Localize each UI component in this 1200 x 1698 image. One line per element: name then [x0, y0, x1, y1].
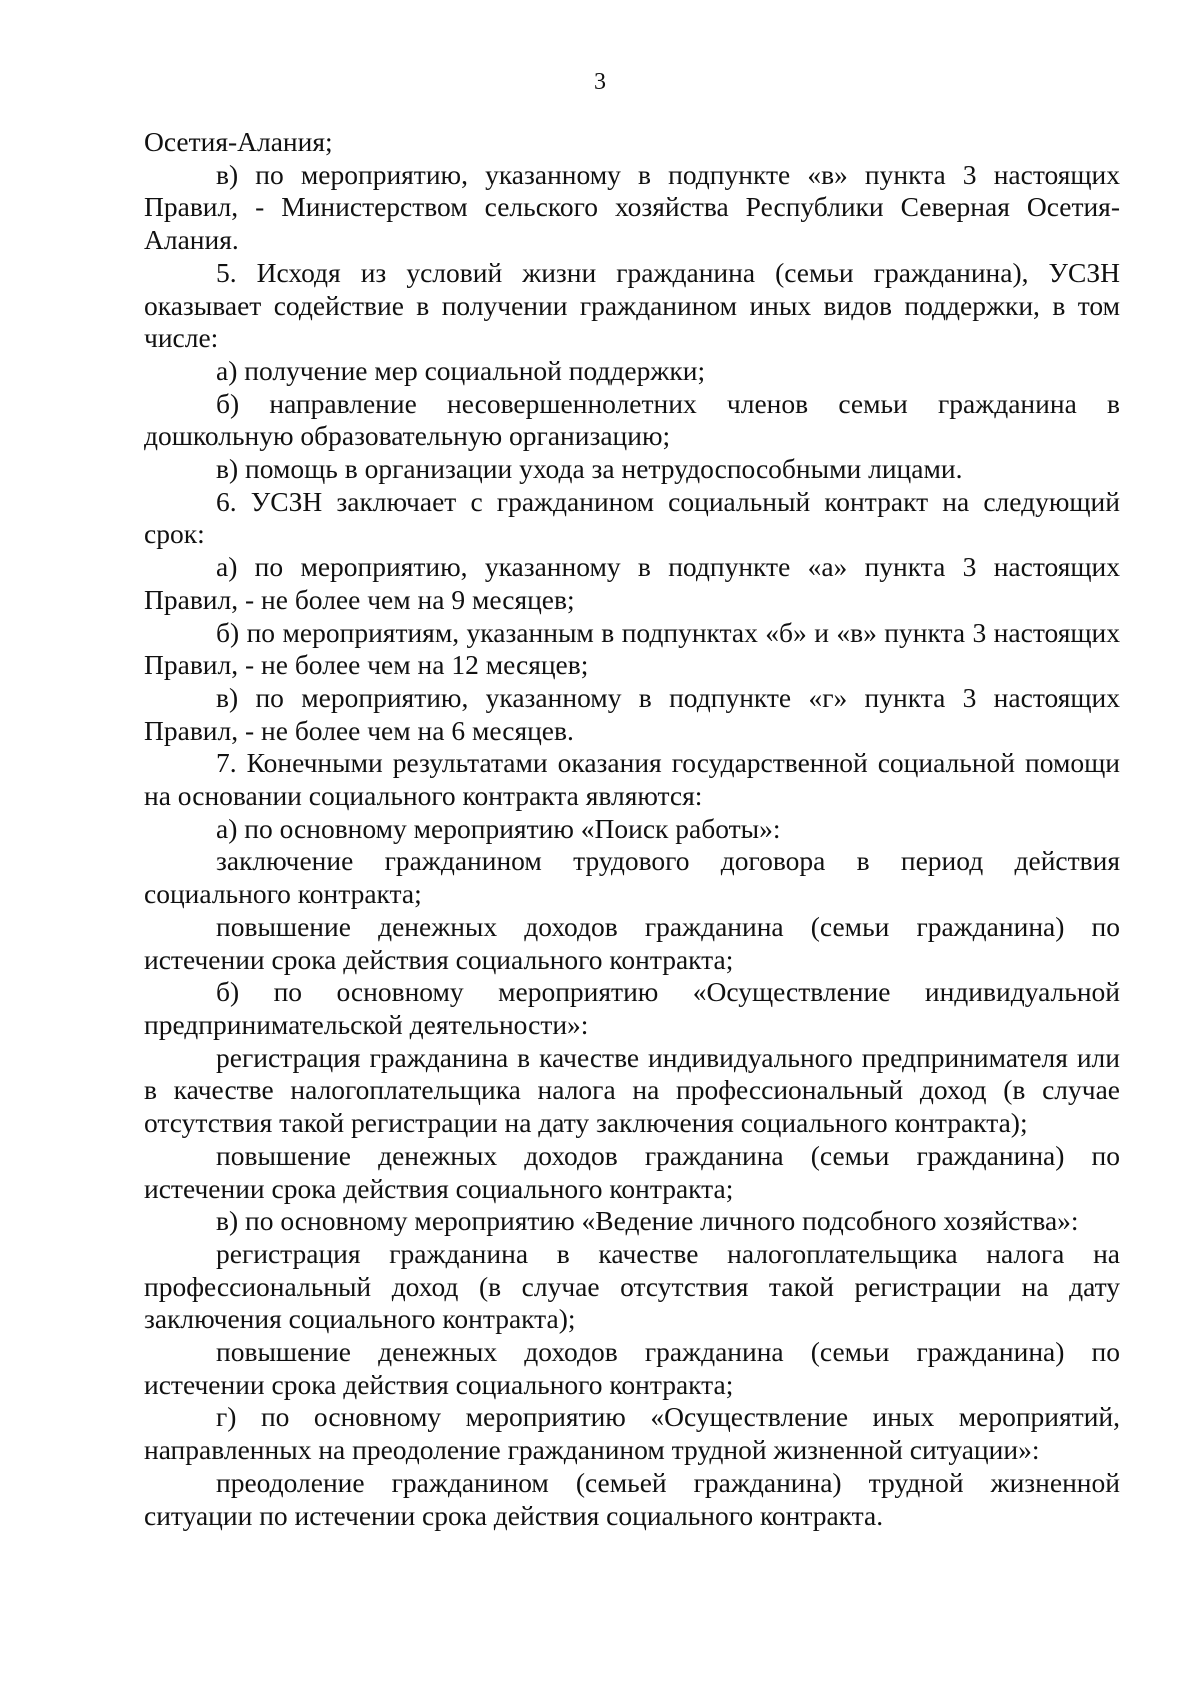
paragraph: б) по основному мероприятию «Осуществление индивидуальной предпринимательской деятельности»:: [144, 976, 1120, 1040]
paragraph: б) направление несовершеннолетних членов семьи гражданина в дошкольную образовательную организацию;: [144, 387, 1120, 452]
paragraph: 6. УСЗН заключает с гражданином социальный контракт на следующий срок:: [144, 485, 1120, 550]
paragraph: Осетия-Алания;: [144, 126, 333, 157]
document-body: [144, 126, 1120, 1532]
paragraph: 7. Конечными результатами оказания государственной социальной помощи на основании социального контракта являются:: [144, 747, 1120, 812]
paragraph: а) по основному мероприятию «Поиск работы»:: [216, 812, 781, 844]
paragraph: регистрация гражданина в качестве налогоплательщика налога на профессиональный доход (в случае отсутствия такой регистрации на дату заключения социального контракта);: [144, 1237, 1120, 1335]
paragraph: преодоление гражданином (семьей гражданина) трудной жизненной ситуации по истечении срока действия социального контракта.: [144, 1466, 1120, 1531]
paragraph: заключение гражданином трудового договора в период действия социального контракта;: [144, 845, 1120, 910]
paragraph: 5. Исходя из условий жизни гражданина (семьи гражданина), УСЗН оказывает содействие в получении гражданином иных видов поддержки, в том числе:: [144, 256, 1120, 354]
paragraph: в) по основному мероприятию «Ведение личного подсобного хозяйства»:: [216, 1205, 1079, 1237]
paragraph: в) по мероприятию, указанному в подпункте «в» пункта 3 настоящих Правил, - Министерством сельского хозяйства Республики Северная Осетия-Алания.: [144, 158, 1120, 256]
paragraph: повышение денежных доходов гражданина (семьи гражданина) по истечении срока действия социального контракта;: [144, 1139, 1120, 1204]
paragraph: а) получение мер социальной поддержки;: [216, 354, 706, 386]
paragraph: в) по мероприятию, указанному в подпункте «г» пункта 3 настоящих Правил, - не более чем на 6 месяцев.: [144, 681, 1120, 746]
paragraph: в) помощь в организации ухода за нетрудоспособными лицами.: [216, 453, 963, 485]
page-number: 3: [594, 69, 606, 95]
paragraph: б) по мероприятиям, указанным в подпунктах «б» и «в» пункта 3 настоящих Правил, - не более чем на 12 месяцев;: [144, 616, 1120, 681]
paragraph: а) по мероприятию, указанному в подпункте «а» пункта 3 настоящих Правил, - не более чем на 9 месяцев;: [144, 551, 1120, 615]
paragraph: повышение денежных доходов гражданина (семьи гражданина) по истечении срока действия социального контракта;: [144, 1336, 1120, 1400]
paragraph: повышение денежных доходов гражданина (семьи гражданина) по истечении срока действия социального контракта;: [144, 910, 1120, 975]
paragraph: г) по основному мероприятию «Осуществление иных мероприятий, направленных на преодоление гражданином трудной жизненной ситуации»:: [144, 1401, 1120, 1466]
paragraph: регистрация гражданина в качестве индивидуального предпринимателя или в качестве налогоплательщика налога на профессиональный доход (в случае отсутствия такой регистрации на дату заключения социального контракта);: [144, 1041, 1120, 1139]
